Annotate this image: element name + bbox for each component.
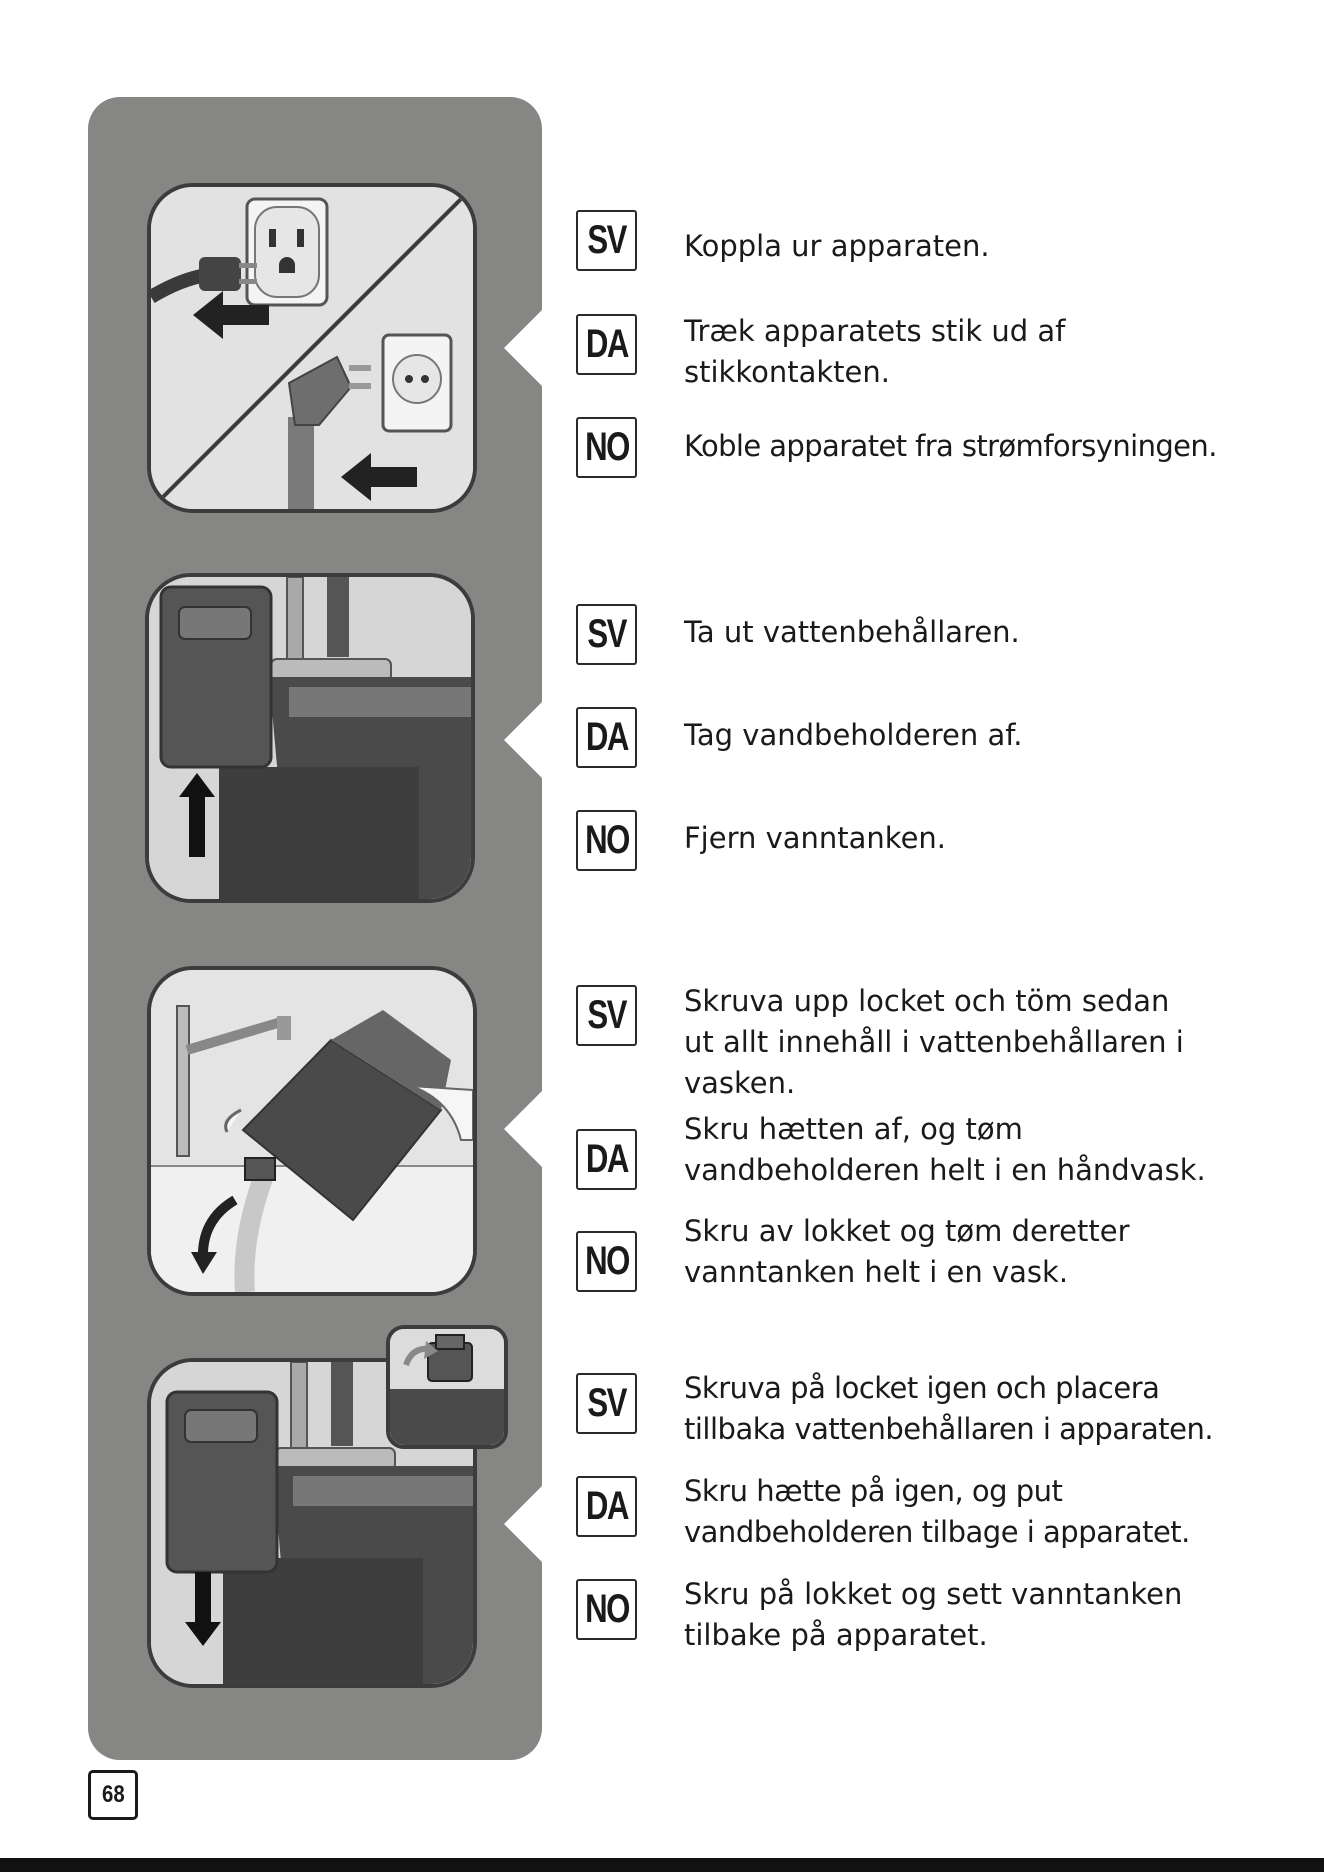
language-code-badge: NO: [576, 810, 637, 871]
instruction-text: Fjern vanntanken.: [684, 821, 947, 855]
cap-inset-illustration: [386, 1325, 508, 1449]
instruction-text: Skru av lokket og tøm deretter vanntanken helt i en vask.: [684, 1214, 1130, 1289]
instruction-text: Skruva på locket igen och placera tillbaka vattenbehållaren i apparaten.: [684, 1371, 1214, 1446]
language-code-badge: DA: [576, 314, 637, 375]
unplug-illustration: [147, 183, 477, 513]
language-code-badge: SV: [576, 1373, 637, 1434]
page-number: 68: [88, 1770, 138, 1820]
language-code-badge: SV: [576, 985, 637, 1046]
language-code-badge: DA: [576, 1129, 637, 1190]
instruction-text: Koppla ur apparaten.: [684, 229, 990, 263]
bottom-rule: [0, 1858, 1324, 1872]
panel-notch: [504, 1091, 542, 1167]
language-code-badge: NO: [576, 1231, 637, 1292]
instruction-text: Tag vandbeholderen af.: [684, 718, 1023, 752]
instruction-text: Skru på lokket og sett vanntanken tilbake på apparatet.: [684, 1577, 1183, 1652]
language-code-badge: DA: [576, 1476, 637, 1537]
language-code-badge: SV: [576, 210, 637, 271]
language-code-badge: NO: [576, 1579, 637, 1640]
empty-tank-illustration: [147, 966, 477, 1296]
instruction-text: Skru hætten af, og tøm vandbeholderen helt i en håndvask.: [684, 1112, 1206, 1187]
instruction-text: Koble apparatet fra strømforsyningen.: [684, 429, 1217, 463]
remove-tank-illustration: [145, 573, 475, 903]
instruction-text: Skru hætte på igen, og put vandbeholderen tilbage i apparatet.: [684, 1474, 1190, 1549]
panel-notch: [504, 702, 542, 778]
language-code-badge: DA: [576, 707, 637, 768]
panel-notch: [504, 310, 542, 386]
language-code-badge: NO: [576, 417, 637, 478]
instruction-text: Træk apparatets stik ud af stikkontakten.: [684, 314, 1066, 389]
panel-notch: [504, 1486, 542, 1562]
language-code-badge: SV: [576, 604, 637, 665]
instruction-text: Ta ut vattenbehållaren.: [684, 615, 1020, 649]
instruction-text: Skruva upp locket och töm sedan ut allt innehåll i vattenbehållaren i vasken.: [684, 984, 1184, 1100]
